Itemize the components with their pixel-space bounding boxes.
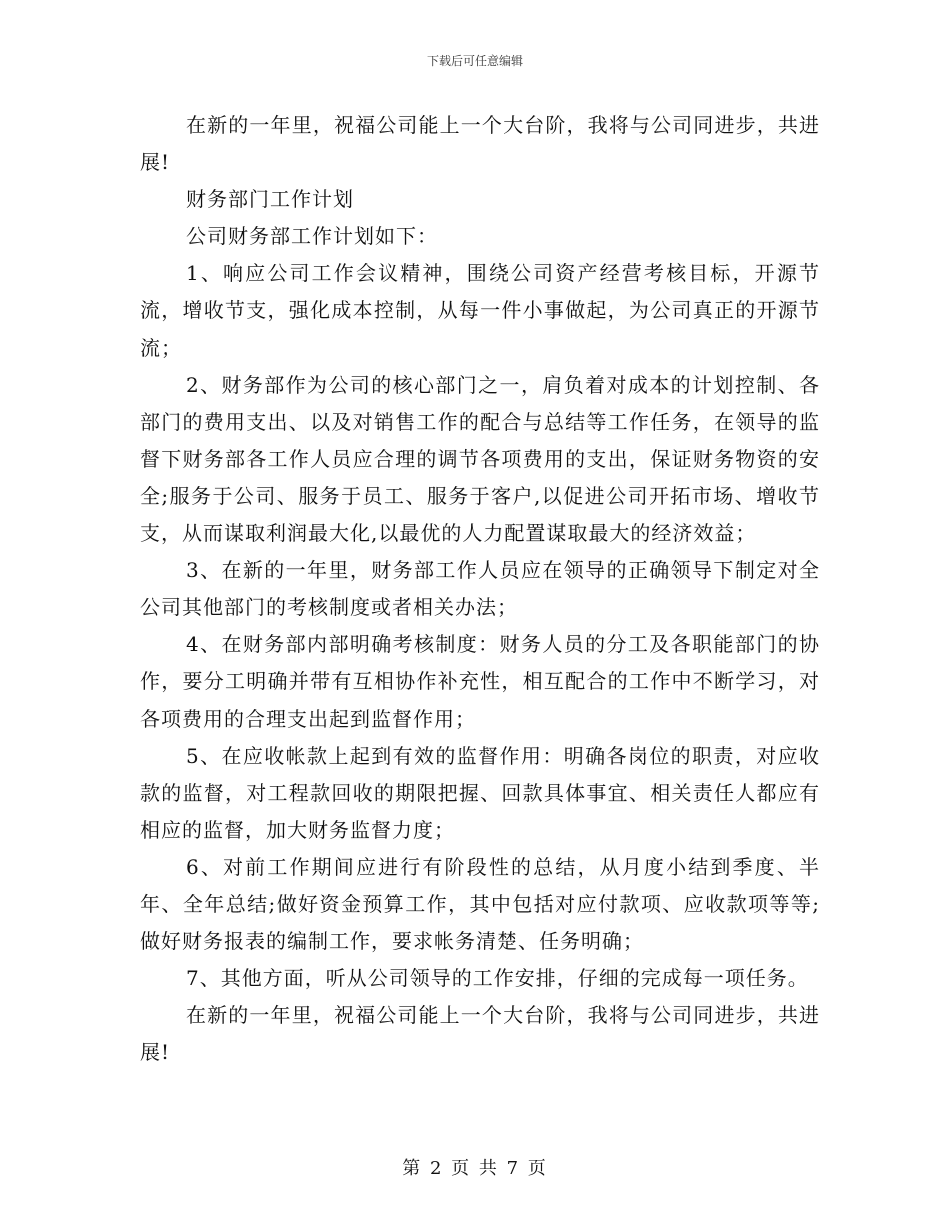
paragraph-item-6: 6、对前工作期间应进行有阶段性的总结，从月度小结到季度、半年、全年总结;做好资金预算工作，其中包括对应付款项、应收款项等等;做好财务报表的编制工作，要求帐务清楚、任务明确； xyxy=(140,854,820,954)
page-number: 第 2 页 共 7 页 xyxy=(402,1158,548,1179)
paragraph-intro: 公司财务部工作计划如下： xyxy=(186,224,438,249)
paragraph-item-3: 3、在新的一年里，财务部工作人员应在领导的正确领导下制定对全公司其他部门的考核制度或者相关办法； xyxy=(140,558,820,620)
paragraph-item-7: 7、其他方面，听从公司领导的工作安排，仔细的完成每一项任务。 xyxy=(186,966,809,991)
paragraph-greeting: 在新的一年里，祝福公司能上一个大台阶，我将与公司同进步，共进展! xyxy=(140,113,820,175)
paragraph-item-4: 4、在财务部内部明确考核制度：财务人员的分工及各职能部门的协作，要分工明确并带有互相协作补充性，相互配合的工作中不断学习，对各项费用的合理支出起到监督作用； xyxy=(140,632,820,731)
paragraph-section-title: 财务部门工作计划 xyxy=(186,187,354,212)
paragraph-item-2: 2、财务部作为公司的核心部门之一，肩负着对成本的计划控制、各部门的费用支出、以及对销售工作的配合与总结等工作任务，在领导的监督下财务部各工作人员应合理的调节各项费用的支出，保证财务物资的安全;服务于公司、服务于员工、服务于客户,以促进公司开拓市场、增收节支，从而谋取利润最大化,以最优的人力配置谋取最大的经济效益； xyxy=(140,372,820,546)
page-header-note: 下载后可任意编辑 xyxy=(426,54,523,68)
paragraph-item-1: 1、响应公司工作会议精神，围绕公司资产经营考核目标，开源节流，增收节支，强化成本控制，从每一件小事做起，为公司真正的开源节流； xyxy=(140,261,820,360)
paragraph-closing: 在新的一年里，祝福公司能上一个大台阶，我将与公司同进步，共进展! xyxy=(140,1003,820,1065)
paragraph-item-5: 5、在应收帐款上起到有效的监督作用：明确各岗位的职责，对应收款的监督，对工程款回收的期限把握、回款具体事宜、相关责任人都应有相应的监督，加大财务监督力度； xyxy=(140,743,820,842)
document-body xyxy=(140,107,820,1071)
